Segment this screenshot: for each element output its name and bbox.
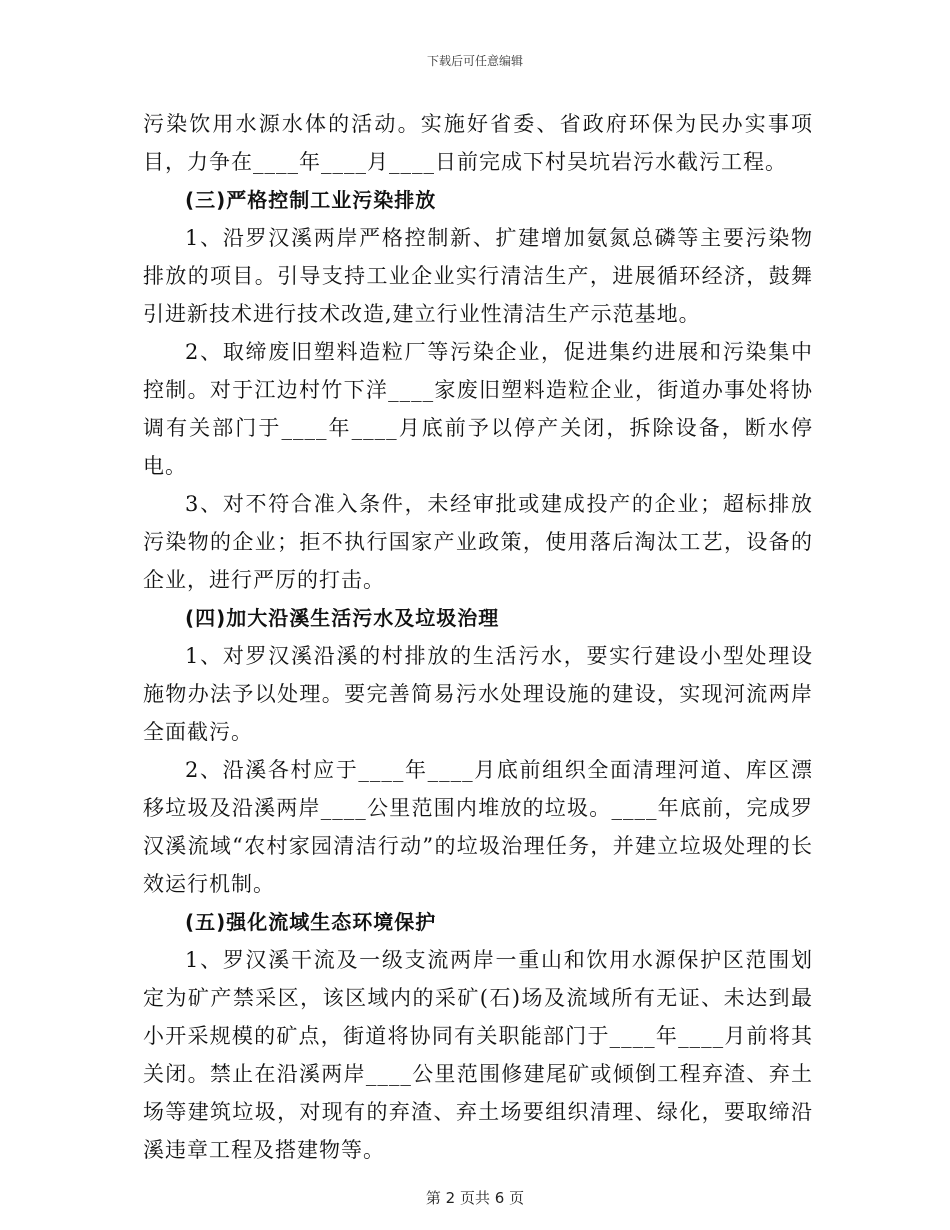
- paragraph-intro: 污染饮用水源水体的活动。实施好省委、省政府环保为民办实事项目，力争在____年____月____日前完成下村吴坑岩污水截污工程。: [143, 112, 813, 174]
- document-body: [143, 105, 813, 1169]
- paragraph-3-2: 2、取缔废旧塑料造粒厂等污染企业，促进集约进展和污染集中控制。对于江边村竹下洋____家废旧塑料造粒企业，街道办事处将协调有关部门于____年____月底前予以停产关闭，拆除设备，断水停电。: [143, 340, 813, 478]
- section-heading-5: (五)强化流域生态环境保护: [185, 910, 437, 934]
- paragraph-3-1: 1、沿罗汉溪两岸严格控制新、扩建增加氨氮总磷等主要污染物排放的项目。引导支持工业企业实行清洁生产，进展循环经济，鼓舞引进新技术进行技术改造,建立行业性清洁生产示范基地。: [143, 226, 813, 326]
- paragraph-3-3: 3、对不符合准入条件，未经审批或建成投产的企业；超标排放污染物的企业；拒不执行国家产业政策，使用落后淘汰工艺，设备的企业，进行严厉的打击。: [143, 492, 813, 592]
- section-heading-3: (三)严格控制工业污染排放: [185, 188, 437, 212]
- section-heading-4: (四)加大沿溪生活污水及垃圾治理: [185, 606, 500, 630]
- paragraph-4-2: 2、沿溪各村应于____年____月底前组织全面清理河道、库区漂移垃圾及沿溪两岸____公里范围内堆放的垃圾。____年底前，完成罗汉溪流域“农村家园清洁行动”的垃圾治理任务，并建立垃圾处理的长效运行机制。: [143, 758, 813, 896]
- page-number-footer: 第 2 页共 6 页: [425, 1189, 525, 1207]
- page-header: 下载后可任意编辑: [426, 54, 523, 68]
- paragraph-4-1: 1、对罗汉溪沿溪的村排放的生活污水，要实行建设小型处理设施物办法予以处理。要完善简易污水处理设施的建设，实现河流两岸全面截污。: [143, 644, 813, 744]
- paragraph-5-1: 1、罗汉溪干流及一级支流两岸一重山和饮用水源保护区范围划定为矿产禁采区，该区域内的采矿(石)场及流域所有无证、未达到最小开采规模的矿点，街道将协同有关职能部门于____年____月前将其关闭。禁止在沿溪两岸____公里范围修建尾矿或倾倒工程弃渣、弃土场等建筑垃圾，对现有的弃渣、弃土场要组织清理、绿化，要取缔沿溪违章工程及搭建物等。: [143, 948, 813, 1162]
